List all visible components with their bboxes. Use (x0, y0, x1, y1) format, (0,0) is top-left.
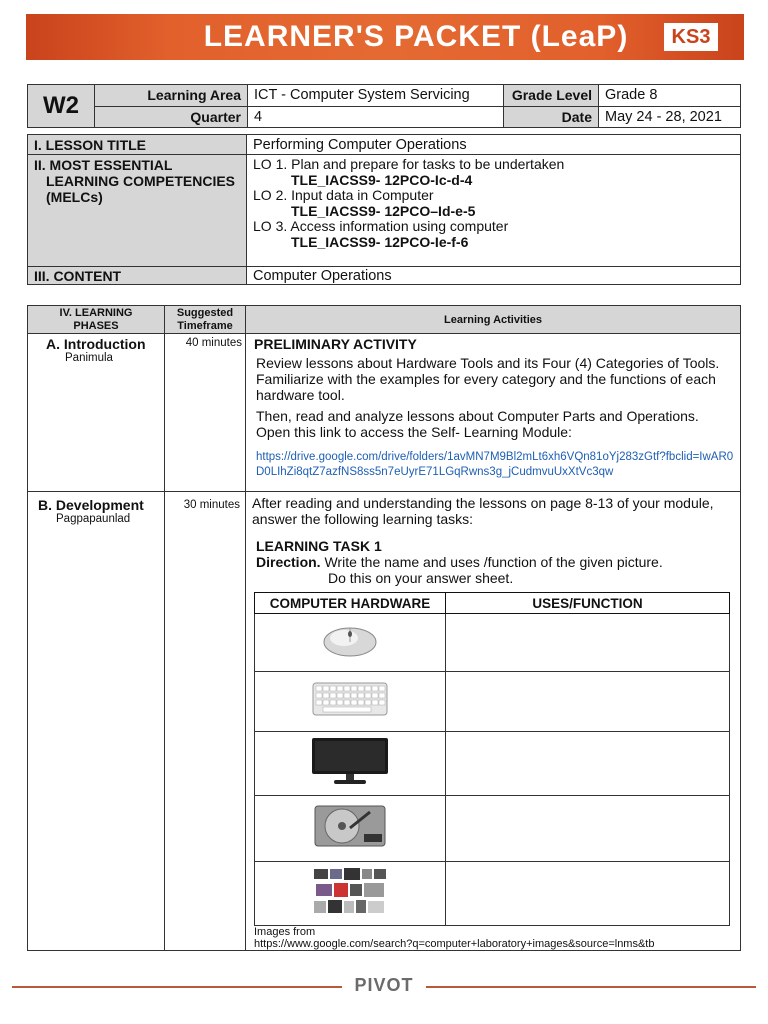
date-label: Date (504, 106, 599, 128)
dev-phase: B. Development (38, 497, 144, 513)
dev-activities (246, 492, 741, 951)
grade-level-label: Grade Level (504, 85, 599, 107)
hardware-cell-monitor (255, 732, 446, 796)
week-label: W2 (28, 85, 95, 128)
content-label: III. CONTENT (28, 267, 247, 285)
lo3-code: TLE_IACSS9- 12PCO-Ie-f-6 (291, 233, 469, 250)
lo1-text: LO 1. Plan and prepare for tasks to be undertaken (253, 156, 565, 172)
pivot-logo-text: PIVOT (354, 975, 414, 995)
col-uses-function: USES/FUNCTION (446, 593, 730, 614)
col-timeframe-line1: Suggested (176, 306, 234, 319)
col-timeframe-line2: Timeframe (177, 319, 233, 332)
uses-cell-3[interactable] (446, 732, 730, 796)
direction-text2: Do this on your answer sheet. (328, 570, 514, 586)
date-value: May 24 - 28, 2021 (599, 106, 741, 128)
hardware-cell-keyboard (255, 672, 446, 732)
pivot-logo (344, 975, 424, 996)
hardware-table (254, 592, 730, 926)
images-source (252, 926, 734, 950)
learning-area-label: Learning Area (95, 85, 248, 107)
intro-phase-sub: Panimula (65, 352, 113, 364)
hardware-cell-devices (255, 862, 446, 926)
header-banner (26, 14, 744, 60)
footer-divider-right (426, 986, 756, 988)
intro-activities (246, 334, 741, 492)
content-value: Computer Operations (247, 267, 741, 285)
dev-phase-sub: Pagpapaunlad (56, 513, 131, 525)
lesson-title-value: Performing Computer Operations (247, 135, 741, 155)
ks-badge: KS3 (664, 23, 718, 51)
quarter-label: Quarter (95, 106, 248, 128)
intro-para1: Review lessons about Hardware Tools and its Four (4) Categories of Tools. Familiarize with the examples for every category and the functions of each hardware tool. (256, 355, 720, 403)
col-learning-phases (28, 306, 165, 334)
lo3-text: LO 3. Access information using computer (253, 218, 509, 234)
keyboard-icon (311, 679, 389, 719)
dev-intro-text: After reading and understanding the lessons on page 8-13 of your module, answer the following learning tasks: (252, 495, 714, 527)
phases-table (27, 305, 741, 951)
melc-label-line2: LEARNING COMPETENCIES (46, 173, 236, 189)
intro-para2: Then, read and analyze lessons about Computer Parts and Operations. Open this link to access the Self- Learning Module: (256, 408, 699, 440)
lesson-title-label: I. LESSON TITLE (28, 135, 247, 155)
direction-text: Write the name and uses /function of the given picture. (320, 554, 663, 570)
lo2-text: LO 2. Input data in Computer (253, 187, 434, 203)
uses-cell-5[interactable] (446, 862, 730, 926)
monitor-icon (310, 736, 390, 786)
grade-level-value: Grade 8 (599, 85, 741, 107)
banner-title: LEARNER'S PACKET (LeaP) (203, 20, 629, 53)
images-from-label: Images from (254, 926, 316, 938)
hardware-cell-hard-drive (255, 796, 446, 862)
intro-phase: A. Introduction (46, 336, 146, 352)
hardware-cell-mouse (255, 614, 446, 672)
direction-label: Direction. (256, 554, 321, 570)
dev-phase-cell (28, 492, 165, 951)
col-timeframe (165, 306, 246, 334)
computer-devices-icon (312, 866, 388, 916)
uses-cell-2[interactable] (446, 672, 730, 732)
footer-divider-left (12, 986, 342, 988)
intro-heading: PRELIMINARY ACTIVITY (254, 336, 417, 352)
lo1-code: TLE_IACSS9- 12PCO-Ic-d-4 (291, 171, 473, 188)
melc-list (247, 155, 741, 267)
col-learning-phases-line2: PHASES (73, 319, 119, 332)
task-title: LEARNING TASK 1 (256, 538, 382, 554)
uses-cell-1[interactable] (446, 614, 730, 672)
uses-cell-4[interactable] (446, 796, 730, 862)
lesson-table (27, 134, 741, 285)
dev-time: 30 minutes (165, 492, 246, 951)
hard-drive-icon (312, 802, 388, 850)
lo2-code: TLE_IACSS9- 12PCO–Id-e-5 (291, 202, 476, 219)
module-link[interactable]: https://drive.google.com/drive/folders/1avMN7M9Bl2mLt6xh6VQn81oYj283zGtf?fbclid=IwAR0D0LIhZi8qtZ7azfNS8ss5n7eUyrE71LGqRwns3g_jCudmvuUxXtVc3qw (256, 451, 734, 478)
learning-area-value: ICT - Computer System Servicing (248, 85, 504, 107)
col-computer-hardware: COMPUTER HARDWARE (255, 593, 446, 614)
intro-time: 40 minutes (165, 334, 246, 492)
melc-label (28, 155, 247, 267)
direction-line (252, 554, 734, 570)
col-learning-phases-line1: IV. LEARNING (59, 306, 133, 319)
melc-label-line3: (MELCs) (46, 189, 103, 205)
quarter-value: 4 (248, 106, 504, 128)
mouse-icon (320, 620, 380, 660)
col-learning-activities: Learning Activities (246, 306, 741, 334)
intro-phase-cell (28, 334, 165, 492)
melc-label-line1: II. MOST ESSENTIAL (34, 157, 173, 173)
images-from-url: https://www.google.com/search?q=computer+laboratory+images&source=lnms&tb (254, 938, 655, 950)
header-table (27, 84, 741, 128)
